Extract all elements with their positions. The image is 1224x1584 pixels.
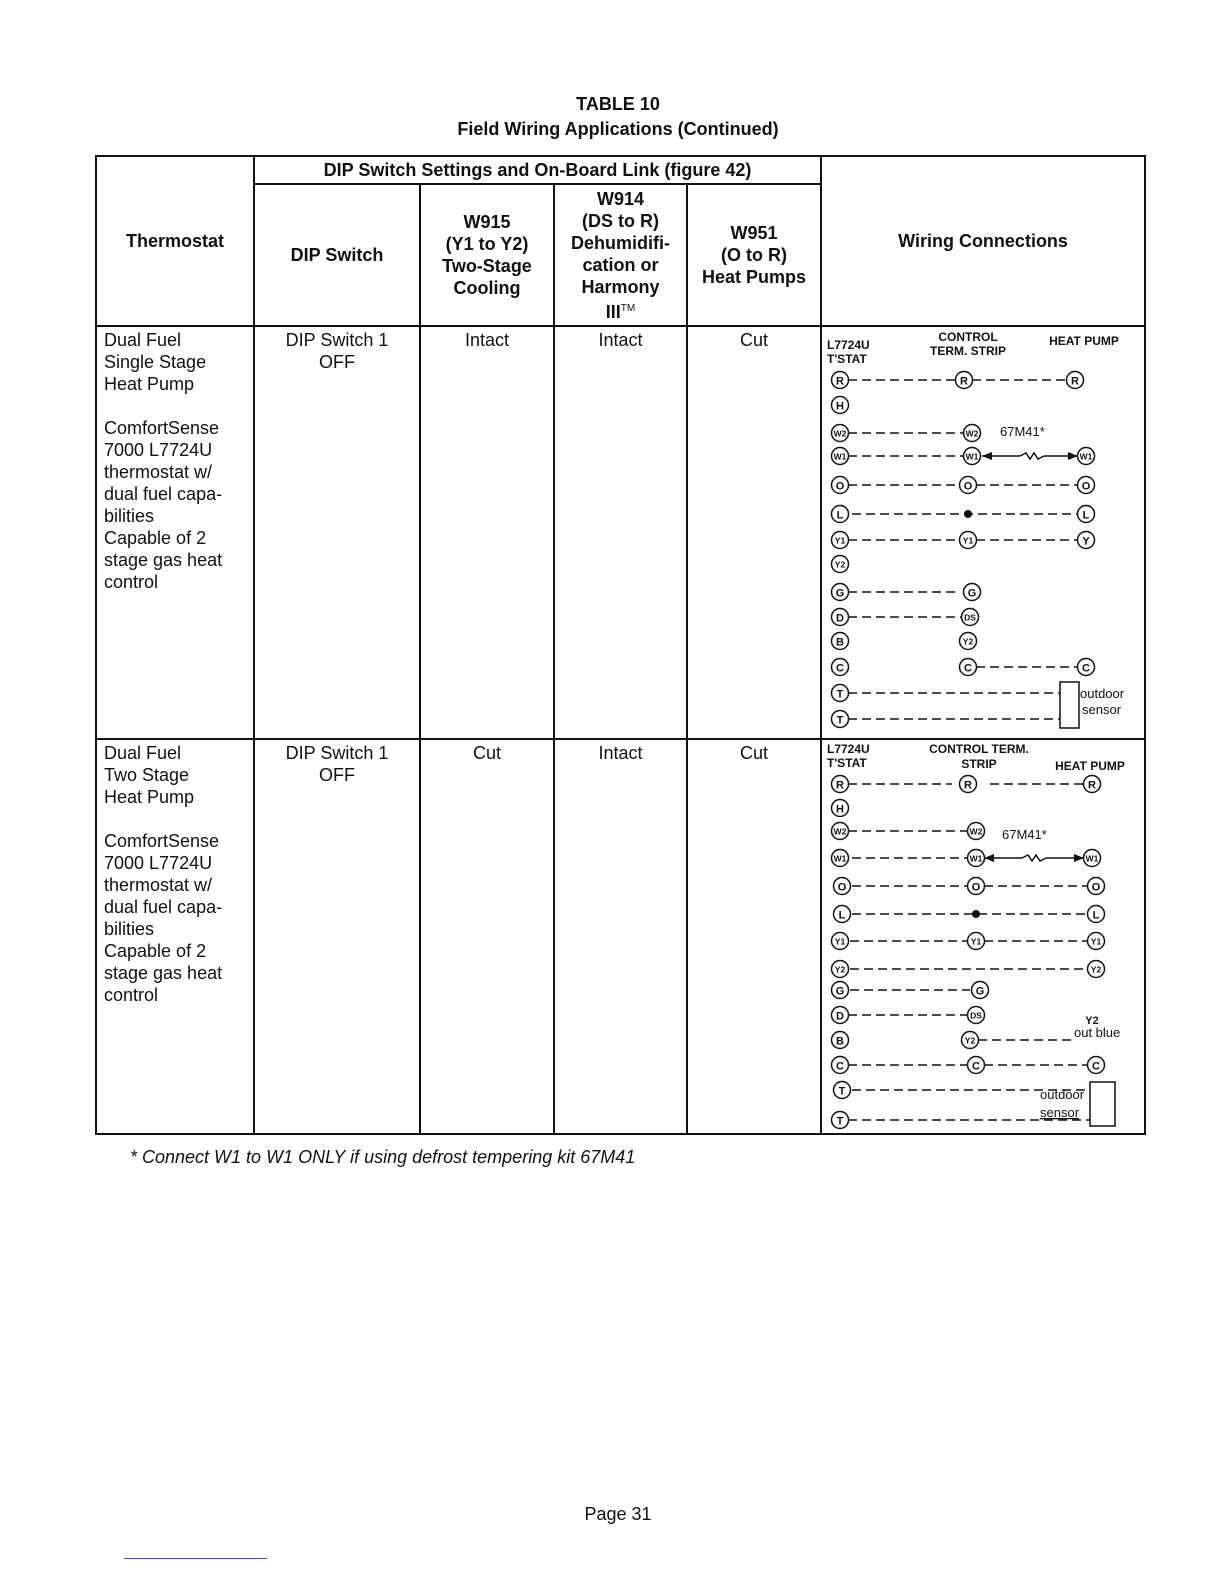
heatpump-terminal-label: C [1092,1060,1101,1073]
tstat-terminal-label: B [836,1035,845,1048]
table-row [96,739,1145,1134]
tstat-terminal-label: H [836,803,845,816]
control-terminal-label: DS [970,1010,982,1021]
tstat-terminal-label: T [836,688,844,701]
control-terminal-label: Y1 [970,936,982,947]
header-w914: W914 (DS to R) Dehumidifi- cation or Harmony III™ [554,184,687,326]
thermostat-cell: Dual Fuel Two Stage Heat Pump ComfortSense 7000 L7724U thermostat w/ dual fuel capa- bilities Capable of 2 stage gas heat control [96,739,254,1134]
header-w915: W915 (Y1 to Y2) Two-Stage Cooling [420,184,554,326]
tstat-terminal-label: W1 [833,853,847,864]
dip-switch-cell: DIP Switch 1 OFF [254,326,420,739]
control-label-2: STRIP [961,757,997,771]
tstat-terminal-label: W2 [833,826,847,837]
tstat-terminal-label: T [838,1085,846,1098]
w914-cell: Intact [554,739,687,1134]
heatpump-terminal-label: Y [1082,535,1090,548]
tstat-terminal-label: R [836,375,845,388]
control-terminal-label: G [975,985,985,998]
control-terminal-label: W2 [969,826,983,837]
heatpump-terminal-label: W1 [1079,451,1093,462]
sensor-label-2: sensor [1082,702,1122,717]
tstat-terminal-label: H [836,400,845,413]
header-wiring-connections: Wiring Connections [821,156,1145,326]
page-title: TABLE 10 [576,94,660,114]
header-w951: W951 (O to R) Heat Pumps [687,184,821,326]
control-terminal-label: R [964,779,973,792]
control-terminal-label: W1 [969,853,983,864]
tstat-label-2: T'STAT [827,756,867,770]
wiring-diagram-two-stage [822,740,1142,1130]
header-dip-group: DIP Switch Settings and On-Board Link (figure 42) [254,156,821,184]
control-terminal-label: Y1 [962,535,974,546]
control-label-2: TERM. STRIP [930,344,1007,358]
tstat-terminal-label: Y1 [834,535,846,546]
control-terminal-label: O [963,480,973,493]
tstat-terminal-label: O [835,480,845,493]
dip-switch-cell: DIP Switch 1 OFF [254,739,420,1134]
tstat-terminal-label: T [836,1115,844,1128]
heatpump-terminal-label: R [1071,375,1080,388]
header-dip-switch: DIP Switch [254,184,420,326]
control-terminal-label: Y2 [964,1035,976,1046]
control-terminal-label: O [971,881,981,894]
tstat-label-2: T'STAT [827,352,867,366]
control-label: CONTROL TERM. [929,742,1029,756]
heatpump-terminal-label: Y2 [1090,964,1102,975]
heatpump-terminal-label: C [1082,662,1091,675]
heatpump-terminal-label: O [1081,480,1091,493]
tstat-label: L7724U [827,338,870,352]
control-terminal-label: W1 [965,451,979,462]
control-label: CONTROL [938,330,998,344]
control-terminal-label: C [964,662,973,675]
wiring-diagram-cell [821,326,1145,739]
thermostat-cell: Dual Fuel Single Stage Heat Pump ComfortSense 7000 L7724U thermostat w/ dual fuel capa- bilities Capable of 2 stage gas heat control [96,326,254,739]
tstat-terminal-label: B [836,636,845,649]
field-wiring-table [95,155,1146,1135]
sensor-label: outdoor [1040,1087,1085,1102]
y2-label: Y2 [1085,1015,1099,1027]
footnote: * Connect W1 to W1 ONLY if using defrost tempering kit 67M41 [130,1147,636,1167]
page-subtitle: Field Wiring Applications (Continued) [457,119,779,139]
kit-label: 67M41* [1000,424,1045,439]
trademark-mark: TM [620,302,636,314]
control-terminal-label: DS [964,612,976,623]
w914-cell: Intact [554,326,687,739]
tstat-terminal-label: D [836,612,845,625]
heatpump-terminal-label: O [1091,881,1101,894]
tstat-terminal-label: R [836,779,845,792]
control-terminal-label: W2 [965,428,979,439]
w915-cell: Cut [420,739,554,1134]
tstat-terminal-label: C [836,1060,845,1073]
tstat-terminal-label: W1 [833,451,847,462]
wiring-diagram-single-stage [822,327,1142,735]
heatpump-terminal-label: L [1092,909,1100,922]
control-terminal-label: Y2 [962,636,974,647]
tstat-terminal-label: G [835,587,845,600]
heatpump-terminal-label: W1 [1085,853,1099,864]
w951-cell: Cut [687,326,821,739]
tstat-terminal-label: L [836,509,844,522]
control-terminal-label: G [967,587,977,600]
tstat-terminal-label: W2 [833,428,847,439]
sensor-label-2: sensor [1040,1105,1080,1120]
sensor-label: outdoor [1080,686,1125,701]
w915-cell: Intact [420,326,554,739]
tstat-terminal-label: C [836,662,845,675]
tstat-terminal-label: T [836,714,844,727]
heatpump-label: HEAT PUMP [1049,334,1119,348]
y2-sub-label: out blue [1074,1025,1121,1040]
tstat-terminal-label: O [837,881,847,894]
heatpump-terminal-label: Y1 [1090,936,1102,947]
tstat-terminal-label: G [835,985,845,998]
tstat-terminal-label: Y2 [834,964,846,975]
control-terminal-label: C [972,1060,981,1073]
bottom-rule [124,1558,267,1559]
header-thermostat: Thermostat [96,156,254,326]
page-number: Page 31 [584,1504,652,1524]
tstat-terminal-label: D [836,1010,845,1023]
tstat-terminal-label: L [838,909,846,922]
wiring-diagram-cell [821,739,1145,1134]
w951-cell: Cut [687,739,821,1134]
table-row [96,326,1145,739]
tstat-terminal-label: Y2 [834,559,846,570]
heatpump-terminal-label: L [1082,509,1090,522]
kit-label: 67M41* [1002,827,1047,842]
tstat-label: L7724U [827,742,870,756]
heatpump-label: HEAT PUMP [1055,759,1125,773]
heatpump-terminal-label: R [1088,779,1097,792]
control-terminal-label: R [960,375,969,388]
tstat-terminal-label: Y1 [834,936,846,947]
